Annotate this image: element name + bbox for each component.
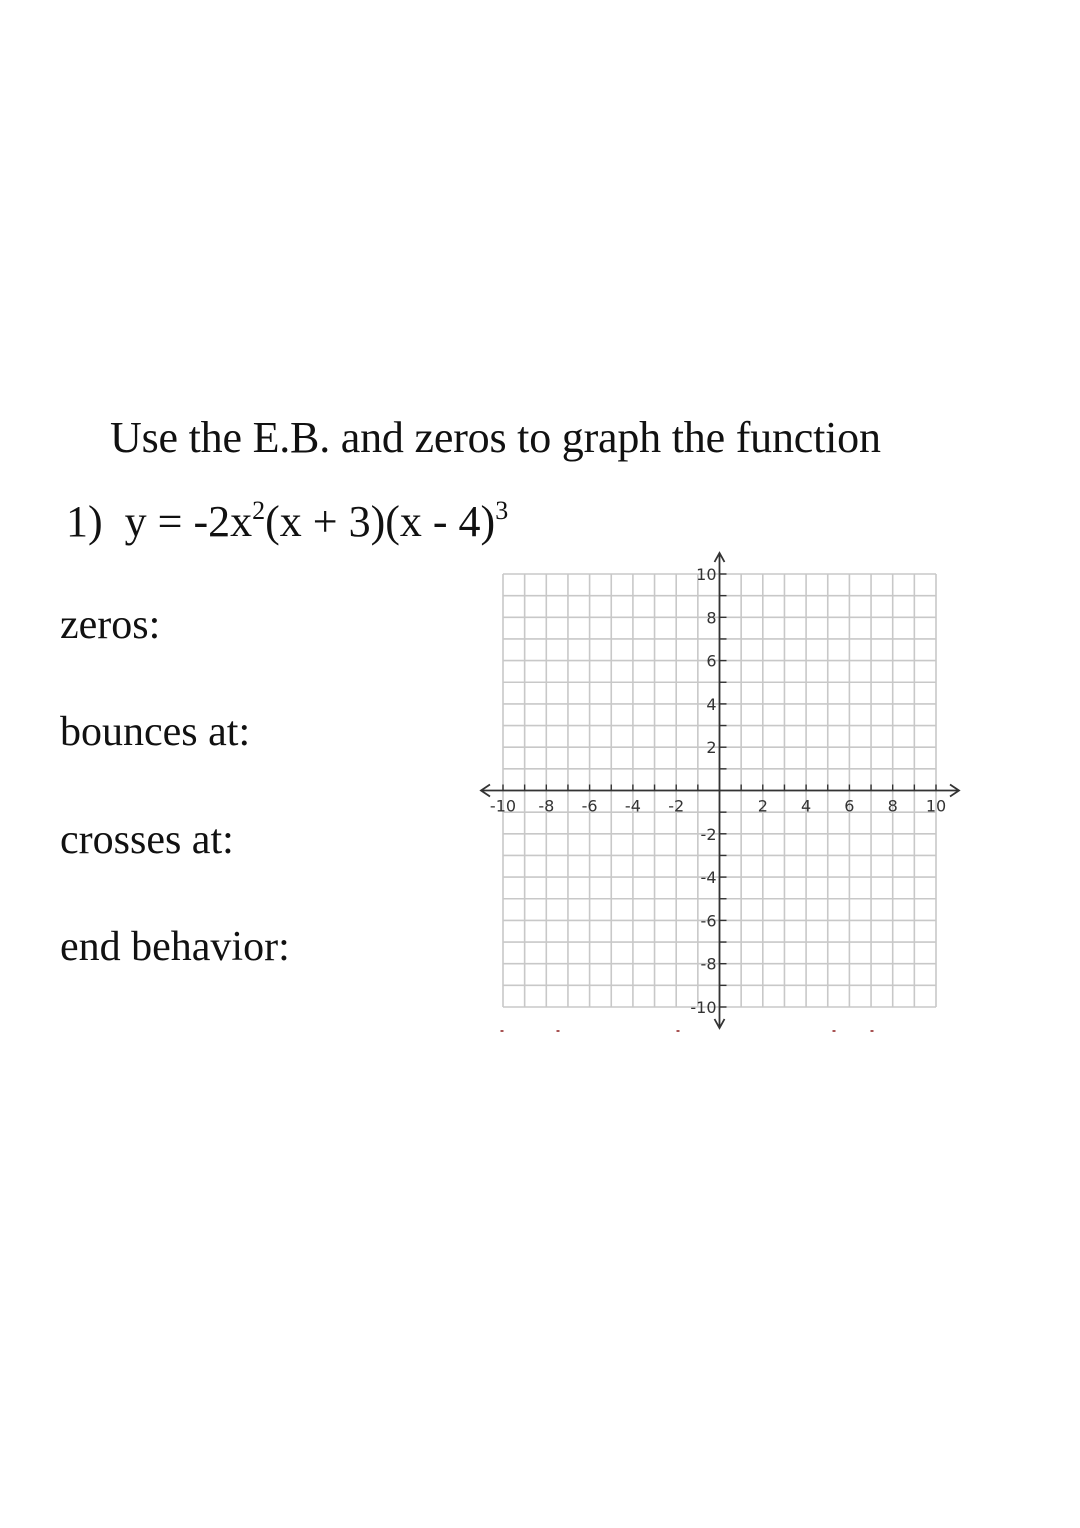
x-tick-label: 8 bbox=[887, 796, 898, 816]
y-tick-label: 2 bbox=[706, 738, 717, 758]
x-axis-left-arrow-icon bbox=[481, 785, 490, 797]
x-tick-label: -10 bbox=[489, 796, 517, 816]
y-tick-label: -2 bbox=[700, 824, 717, 844]
y-tick-label: -8 bbox=[700, 954, 717, 974]
y-tick-label: -6 bbox=[700, 911, 717, 931]
equation-middle: (x + 3)(x - 4) bbox=[265, 497, 496, 546]
y-tick-label: 10 bbox=[696, 565, 717, 584]
y-tick-label: 6 bbox=[706, 651, 717, 671]
end-behavior-label: end behavior: bbox=[60, 924, 290, 970]
x-tick-label: 4 bbox=[801, 796, 812, 816]
y-axis-up-arrow-icon bbox=[715, 553, 725, 562]
x-tick-label: -6 bbox=[581, 796, 598, 816]
x-tick-label: -2 bbox=[668, 796, 685, 816]
y-tick-label: -4 bbox=[700, 868, 717, 888]
y-tick-label: 4 bbox=[706, 694, 717, 714]
instruction-text: Use the E.B. and zeros to graph the function bbox=[110, 413, 881, 462]
x-tick-label: 2 bbox=[757, 796, 768, 816]
exponent-3: 3 bbox=[495, 496, 509, 525]
problem-number: 1) bbox=[66, 497, 103, 546]
x-tick-label: -4 bbox=[624, 796, 641, 816]
problem-1 bbox=[66, 494, 508, 556]
bounces-at-label: bounces at: bbox=[60, 709, 251, 755]
y-tick-label: 8 bbox=[706, 608, 717, 628]
crosses-at-label: crosses at: bbox=[60, 817, 234, 863]
zeros-label: zeros: bbox=[60, 602, 161, 648]
x-tick-label: -8 bbox=[538, 796, 555, 816]
x-tick-label: 6 bbox=[844, 796, 855, 816]
y-tick-label: -10 bbox=[690, 998, 717, 1017]
y-axis-down-arrow-icon bbox=[715, 1019, 725, 1028]
equation-prefix: y = -2x bbox=[124, 497, 253, 546]
exponent-2: 2 bbox=[252, 496, 266, 525]
x-axis-right-arrow-icon bbox=[950, 785, 959, 797]
x-tick-label: 10 bbox=[925, 796, 947, 816]
